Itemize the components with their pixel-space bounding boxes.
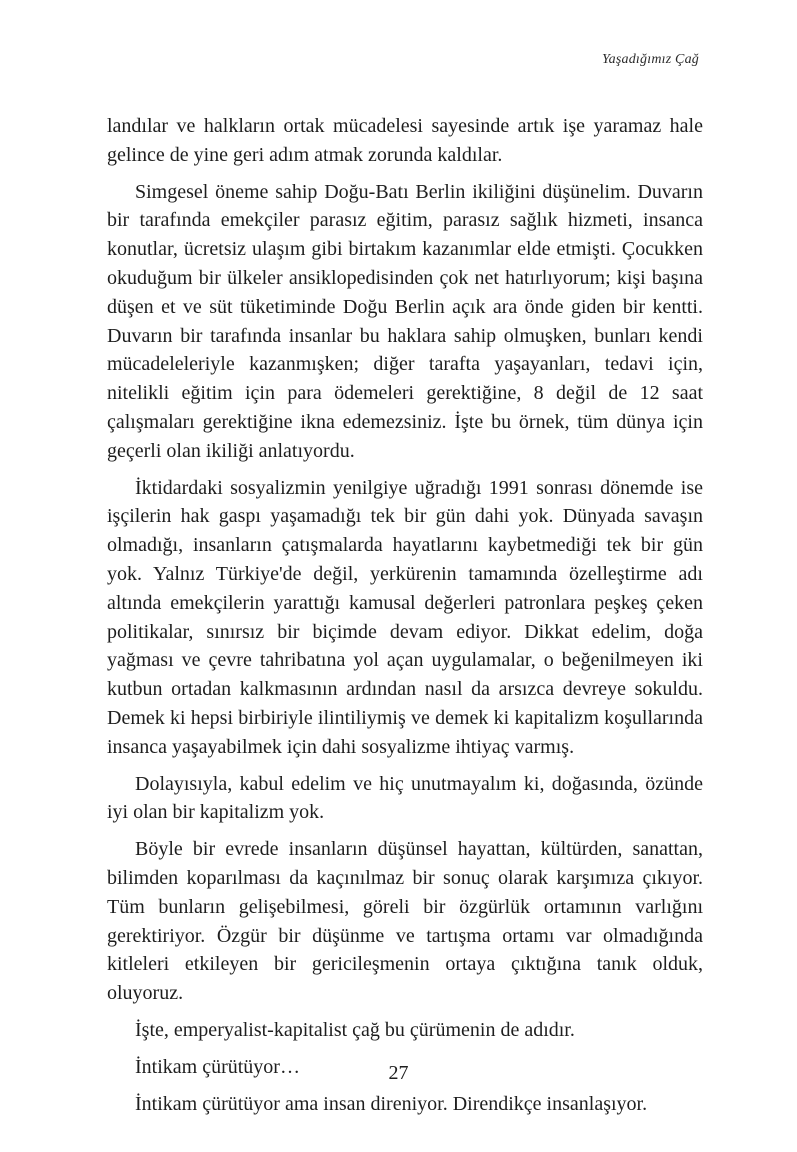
paragraph: İşte, emperyalist-kapitalist çağ bu çürümenin de adıdır. xyxy=(135,1018,575,1041)
body-text xyxy=(107,112,703,1118)
paragraph: Böyle bir evrede insanların düşünsel hayattan, kültürden, sanattan, bilimden koparılması da kaçınılmaz bir sonuç olarak karşımıza çıkıyor. Tüm bunların gelişebilmesi, göreli bir özgürlük ortamının varlığını gerektiriyor. Özgür bir düşünme ve tartışma ortamı var olmadığında kitleleri etkileyen bir gericileşmenin ortaya çıktığına tanık olduk, oluyoruz. xyxy=(107,838,703,1005)
paragraph: İntikam çürütüyor… xyxy=(135,1055,300,1078)
running-header: Yaşadığımız Çağ xyxy=(601,52,699,67)
paragraph-continuation: landılar ve halkların ortak mücadelesi sayesinde artık işe yaramaz hale gelince de yine geri adım atmak zorunda kaldılar. xyxy=(107,115,703,166)
paragraph: Dolayısıyla, kabul edelim ve hiç unutmayalım ki, doğasında, özünde iyi olan bir kapitalizm yok. xyxy=(107,772,703,824)
page-number: 27 xyxy=(388,1062,409,1084)
paragraph: Simgesel öneme sahip Doğu-Batı Berlin ikiliğini düşünelim. Duvarın bir tarafında emekçiler parasız eğitim, parasız sağlık hizmeti, insanca konutlar, ücretsiz ulaşım gibi birtakım kazanımlar elde etmişti. Çocukken okuduğum bir ülkeler ansiklopedisinden çok net hatırlıyorum; kişi başına düşen et ve süt tüketiminde Doğu Berlin açık ara önde giden bir kentti. Duvarın bir tarafında insanlar bu haklara sahip olmuşken, bunları kendi mücadeleleriyle kazanmışken; diğer tarafta yaşayanları, tedavi için, nitelikli eğitim için para ödemeleri gerektiğine, 8 değil de 12 saat çalışmaları gerektiğine ikna edemezsiniz. İşte bu örnek, tüm dünya için geçerli olan ikiliği anlatıyordu. xyxy=(107,180,703,462)
paragraph: İntikam çürütüyor ama insan direniyor. Direndikçe insanlaşıyor. xyxy=(135,1092,648,1115)
paragraph: İktidardaki sosyalizmin yenilgiye uğradığı 1991 sonrası dönemde ise işçilerin hak gaspı yaşamadığı tek bir gün dahi yok. Dünyada savaşın olmadığı, insanların çatışmalarda hayatlarını kaybetmediği tek bir gün yok. Yalnız Türkiye'de değil, yerkürenin tamamında özelleştirme adı altında emekçilerin yarattığı kamusal değerleri patronlara peşkeş çeken politikalar, sınırsız bir biçimde devam ediyor. Dikkat edelim, doğa yağması ve çevre tahribatına yol açan uygulamalar, o beğenilmeyen iki kutbun ortadan kalkmasının ardından nasıl da arsızca devreye sokuldu. Demek ki hepsi birbiriyle ilintiliymiş ve demek ki kapitalizm koşullarında insanca yaşayabilmek için dahi sosyalizme ihtiyaç varmış. xyxy=(107,476,703,758)
